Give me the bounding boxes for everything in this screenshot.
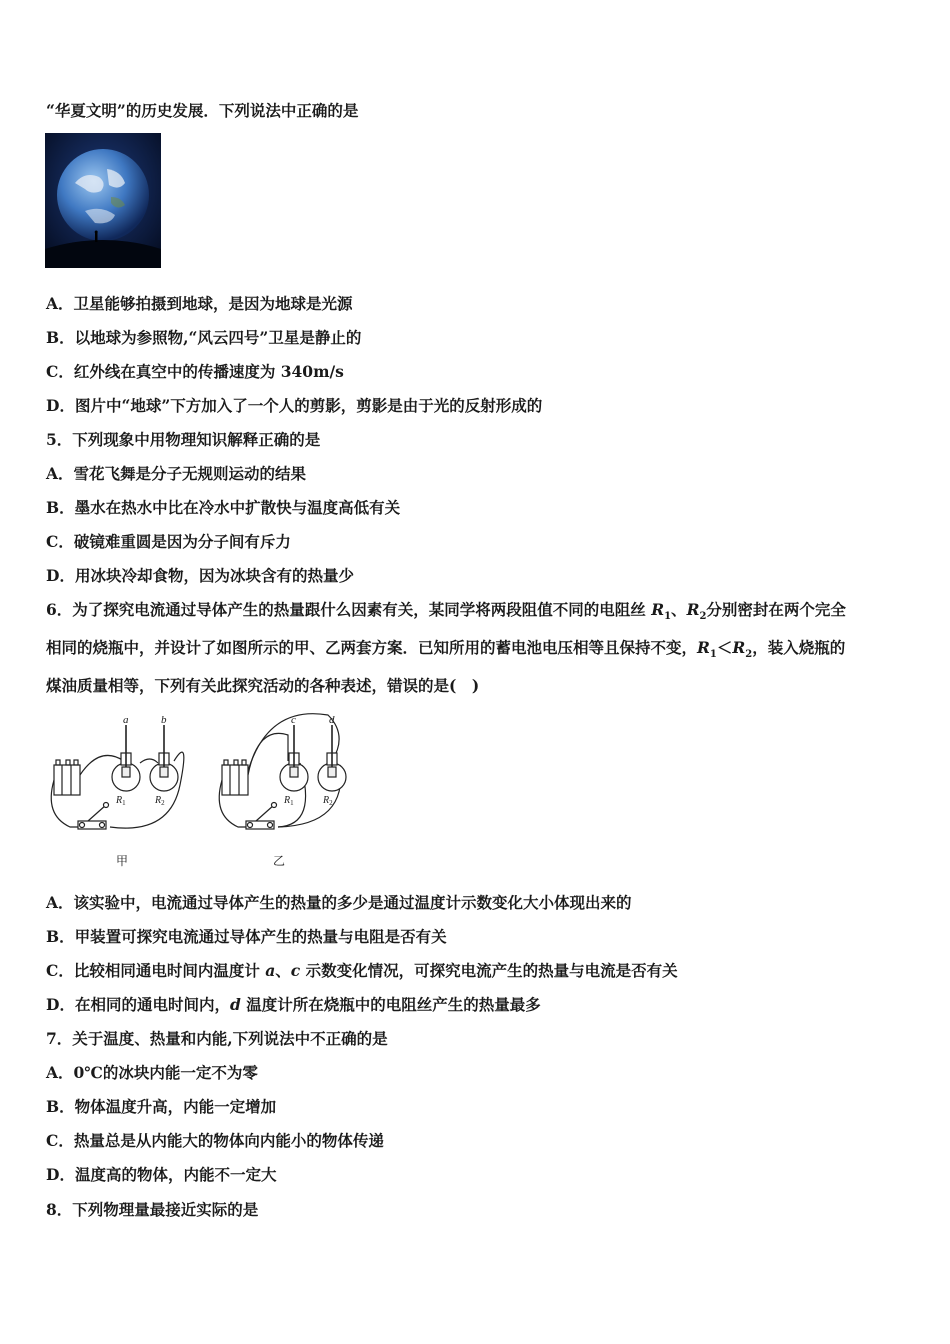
resistor-r1-label: $R_1$ — [284, 795, 294, 807]
question-8-stem: 8．下列物理量最接近实际的是 — [46, 1200, 259, 1219]
question-6-stem-line-2: 相同的烧瓶中，并设计了如图所示的甲、乙两套方案．已知所用的蓄电池电压相等且保持不变，$R_1<R_2$，装入烧瓶的 — [46, 638, 846, 661]
circuit-yi — [219, 714, 346, 829]
question-stem-fragment: “华夏文明”的历史发展．下列说法中正确的是 — [46, 101, 359, 120]
question-6-stem-line-3: 煤油质量相等，下列有关此探究活动的各种表述，错误的是( ) — [46, 676, 480, 695]
thermometer-b-label: b — [161, 714, 167, 726]
option-c: C．红外线在真空中的传播速度为 340m/s — [46, 362, 344, 381]
circuit-jia — [51, 725, 184, 829]
thermometer-a-label: a — [123, 714, 129, 726]
option-d: D．在相同的通电时间内，d 温度计所在烧瓶中的电阻丝产生的热量最多 — [46, 995, 541, 1014]
option-b: B．墨水在热水中比在冷水中扩散快与温度高低有关 — [46, 498, 401, 517]
question-7-stem: 7．关于温度、热量和内能,下列说法中不正确的是 — [46, 1029, 388, 1048]
circuit-diagram — [40, 705, 360, 879]
earth-photo — [45, 133, 161, 268]
option-b: B．以地球为参照物,“风云四号”卫星是静止的 — [46, 328, 362, 347]
option-c: C．比较相同通电时间内温度计 a、c 示数变化情况，可探究电流产生的热量与电流是否有关 — [46, 961, 678, 980]
option-d: D．温度高的物体，内能不一定大 — [46, 1165, 277, 1184]
resistor-r1-label: $R_1$ — [116, 795, 126, 807]
thermometer-c-label: c — [291, 714, 296, 726]
question-6-stem-line-1: 6．为了探究电流通过导体产生的热量跟什么因素有关，某同学将两段阻值不同的电阻丝 $R_1$、$R_2$分别密封在两个完全 — [46, 600, 846, 623]
option-c: C．热量总是从内能大的物体向内能小的物体传递 — [46, 1131, 384, 1150]
option-d: D．图片中“地球”下方加入了一个人的剪影，剪影是由于光的反射形成的 — [46, 396, 543, 415]
option-c: C．破镜难重圆是因为分子间有斥力 — [46, 532, 291, 551]
option-b: B．甲装置可探究电流通过导体产生的热量与电阻是否有关 — [46, 927, 447, 946]
resistor-r2-label: $R_2$ — [323, 795, 333, 807]
thermometer-d-label: d — [329, 714, 335, 726]
question-5-stem: 5．下列现象中用物理知识解释正确的是 — [46, 430, 321, 449]
figure-label-jia: 甲 — [116, 854, 129, 868]
option-a: A．该实验中，电流通过导体产生的热量的多少是通过温度计示数变化大小体现出来的 — [46, 893, 632, 912]
option-a: A．0℃的冰块内能一定不为零 — [46, 1063, 258, 1082]
option-b: B．物体温度升高，内能一定增加 — [46, 1097, 277, 1116]
option-a: A．雪花飞舞是分子无规则运动的结果 — [46, 464, 307, 483]
figure-label-yi: 乙 — [273, 854, 286, 868]
option-d: D．用冰块冷却食物，因为冰块含有的热量少 — [46, 566, 354, 585]
resistor-r2-label: $R_2$ — [155, 795, 165, 807]
option-a: A．卫星能够拍摄到地球，是因为地球是光源 — [46, 294, 353, 313]
